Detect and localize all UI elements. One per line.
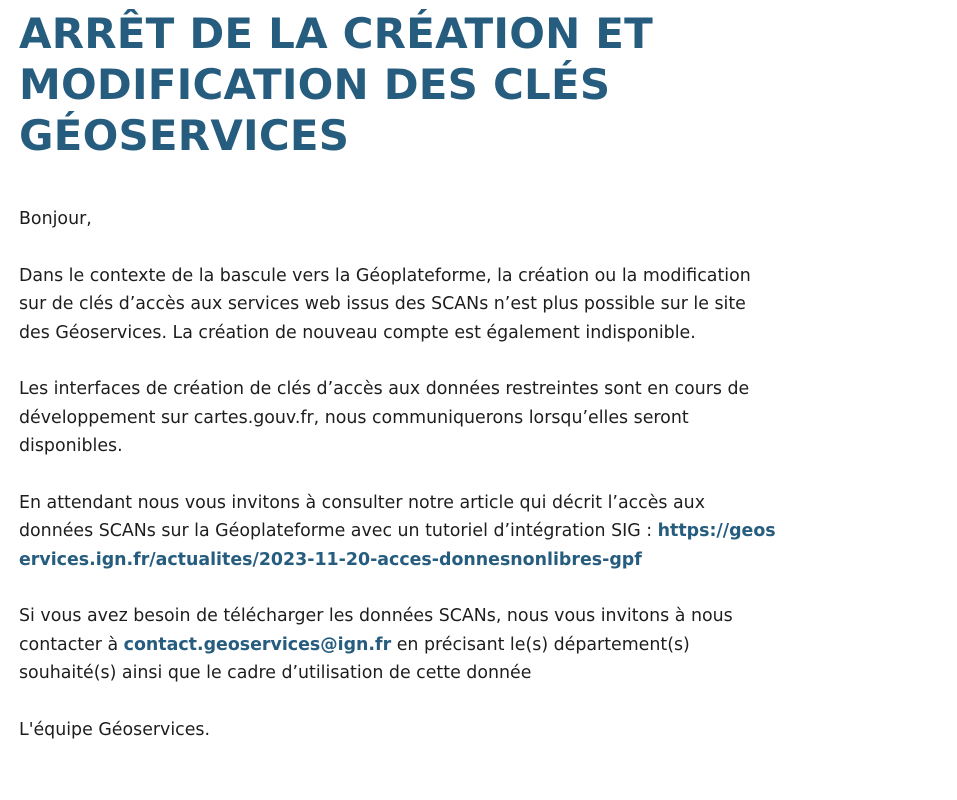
greeting: Bonjour,	[19, 209, 92, 229]
page-title: ARRÊT DE LA CRÉATION ET MODIFICATION DES CLÉS GÉOSERVICES	[19, 9, 654, 160]
paragraph-interfaces: Les interfaces de création de clés d’accès aux données restreintes sont en cours de développement sur cartes.gouv.fr, nous communiquerons lorsqu’elles seront disponibles.	[19, 379, 750, 456]
paragraph-tutorial	[19, 489, 779, 575]
paragraph-contact-before: Si vous avez besoin de télécharger les données SCANs, nous vous invitons à nous contacter à	[19, 606, 733, 655]
tutorial-link[interactable]: https://geoservices.ign.fr/actualites/2023-11-20-acces-donnesnonlibres-gpf	[19, 521, 776, 570]
paragraph-contact	[19, 602, 779, 688]
signature: L'équipe Géoservices.	[19, 719, 211, 740]
paragraph-contact-after: en précisant le(s) département(s) souhaité(s) ainsi que le cadre d’utilisation de cette donnée	[19, 634, 690, 683]
paragraph-platform-switch: Dans le contexte de la bascule vers la Géoplateforme, la création ou la modification sur de clés d’accès aux services web issus des SCANs n’est plus possible sur le site des Géoservices. La création de nouveau compte est également indisponible.	[19, 265, 751, 343]
contact-email-link[interactable]: contact.geoservices@ign.fr	[123, 634, 392, 655]
article	[19, 0, 939, 772]
paragraph-tutorial-text: En attendant nous vous invitons à consulter notre article qui décrit l’accès aux données SCANs sur la Géoplateforme avec un tutoriel d’intégration SIG :	[19, 492, 705, 541]
article-body	[19, 205, 779, 744]
